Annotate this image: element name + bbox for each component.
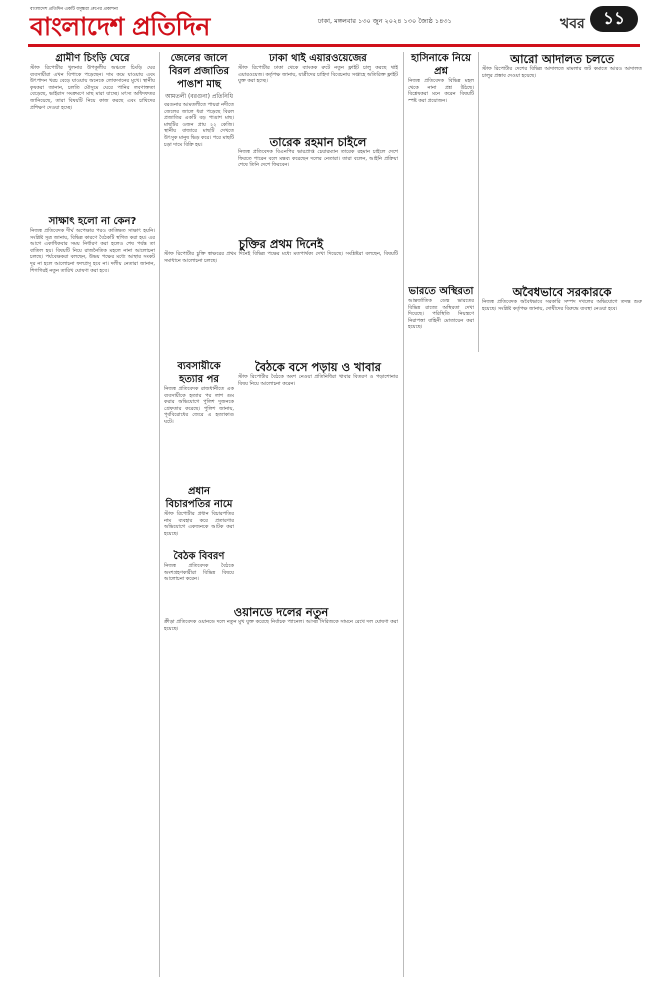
article-body: স্টাফ রিপোর্টার চুক্তি স্বাক্ষরের প্রথম দিনেই বিভিন্ন পক্ষের মধ্যে মতপার্থক্য দেখা দিয়েছে। সংশ্লিষ্টরা বলছেন, বিষয়টি সমাধানে আলোচনা চলছে। [164,251,398,264]
article-odi [164,605,398,685]
article-headline[interactable]: হাসিনাকে নিয়ে প্রশ্ন [411,53,471,77]
article-question [408,52,474,282]
article-headline[interactable]: ব্যবসায়ীকে হত্যার পর [177,361,221,385]
article-meeting [30,215,155,835]
article-tarek [238,135,398,235]
article-body: নিজস্ব প্রতিবেদক অবৈধভাবে সরকারি সম্পদ দখলের অভিযোগে তদন্ত শুরু হয়েছে। সংশ্লিষ্ট কর্তৃপক্ষ জানায়, দোষীদের বিরুদ্ধে ব্যবস্থা নেওয়া হবে। [482,299,642,312]
article-body: নিজস্ব প্রতিবেদক দীর্ঘ অপেক্ষার পরও কাঙ্ক্ষিত সাক্ষাৎ হয়নি। সংশ্লিষ্ট সূত্র জানায়, বিভিন্ন কারণে বৈঠকটি স্থগিত করা হয়। এর আগে একাধিকবার সময় নির্ধারণ করা হলেও শেষ পর্যন্ত তা বাতিল হয়। বিষয়টি নিয়ে রাজনৈতিক মহলে নানা আলোচনা চলছে। পর্যবেক্ষকরা বলছেন, উভয় পক্ষের মধ্যে আস্থার সংকট দূর না হলে আলোচনা ফলপ্রসূ হবে না। দলীয় নেতারা জানান, শিগগিরই নতুন তারিখ ঘোষণা করা হবে। [30,228,155,274]
article-body: স্টাফ রিপোর্টার ঢাকা থেকে ব্যাংকক রুটে নতুন ফ্লাইট চালু করছে থাই এয়ারওয়েজ। কর্তৃপক্ষ জানায়, যাত্রীদের চাহিদা বিবেচনায় সপ্তাহে অতিরিক্ত ফ্লাইট যুক্ত করা হচ্ছে। [238,65,398,85]
article-headline[interactable]: চুক্তির প্রথম দিনেই [238,237,324,251]
article-headline[interactable]: বৈঠকে বসে পড়ায় ও খাবার [254,360,382,374]
article-body: নিজস্ব প্রতিবেদক বৈঠকে অংশগ্রহণকারীরা বিভিন্ন বিষয়ে আলোচনা করেন। [164,563,234,583]
article-headline[interactable]: ওয়ানডে দলের নতুন [233,605,329,619]
column-divider [403,52,404,977]
article-treaty [164,237,398,357]
article-meeting-details [164,550,234,600]
article-headline[interactable]: গ্রামীণ চিংড়ি ঘেরে [55,53,130,64]
article-headline[interactable]: ঢাকা থাই এয়ারওয়েজের [269,53,367,64]
article-body: ক্রীড়া প্রতিবেদক ওয়ানডে দলে নতুন মুখ যুক্ত করেছে নির্বাচক প্যানেল। আসন্ন সিরিজকে সামনে রেখে দল ঘোষণা করা হয়েছে। [164,619,398,632]
article-businessman [164,360,234,480]
article-body: আন্তর্জাতিক ডেস্ক ভারতের বিভিন্ন রাজ্যে অস্থিরতা দেখা দিয়েছে। পরিস্থিতি নিয়ন্ত্রণে নিরাপত্তা বাহিনী মোতায়েন করা হয়েছে। [408,298,474,331]
section-name: খবর [560,16,585,32]
article-food [238,360,398,600]
article-shrimp [30,52,155,212]
article-byline: আমতলী (বরগুনা) প্রতিনিধি [165,93,233,100]
article-headline[interactable]: জেলের জালে বিরল প্রজাতির পাঙাশ মাছ [168,53,230,90]
article-headline[interactable]: বৈঠক বিবরণ [173,551,225,562]
article-headline[interactable]: ভারতে অস্থিরতা [408,286,474,297]
logo-tagline: বাংলাদেশ প্রতিদিন একটি বসুন্ধরা গ্রুপের প্রকাশনা [30,7,118,12]
article-headline[interactable]: তারেক রহমান চাইলে [269,135,367,149]
article-thai [238,52,398,132]
article-body: স্টাফ রিপোর্টার প্রধান বিচারপতির নাম ব্যবহার করে প্রতারণার অভিযোগে একজনকে আটক করা হয়েছে। [164,511,234,537]
article-illegal [482,285,642,975]
article-courts [482,52,642,282]
article-body: স্টাফ রিপোর্টার বৈঠকে অংশ নেওয়া প্রতিনিধিরা খাবার বিতরণ ও পড়াশোনার বিষয় নিয়ে আলোচনা করেন। [238,374,398,387]
article-body: নিজস্ব প্রতিবেদক বিএনপির ভারপ্রাপ্ত চেয়ারম্যান তারেক রহমান চাইলে দেশে ফিরতে পারেন বলে মন্তব্য করেছেন দলের নেতারা। তারা বলেন, আইনি প্রক্রিয়া শেষে তিনি দেশে ফিরবেন। [238,149,398,169]
page-number-badge: ১১ [590,6,638,32]
article-headline[interactable]: আরো আদালত চলতে [510,52,614,66]
article-body: স্টাফ রিপোর্টার খুলনার উপকূলীয় অঞ্চলে চিংড়ি ঘের ব্যবসায়ীরা এখন বিপাকে পড়েছেন। দাম কমে যাওয়ায় এবং উৎপাদন খরচ বেড়ে যাওয়ায় অনেকে লোকসানের মুখে। স্থানীয় কৃষকরা জানান, চলতি মৌসুমে ঘেরে পানির লবণাক্ততা বেড়েছে, ভাইরাস সংক্রমণে মাছ মারা যাচ্ছে। মৎস্য অধিদফতর জানিয়েছে, তারা বিষয়টি নিয়ে কাজ করছে এবং চাষিদের প্রশিক্ষণ দেওয়া হচ্ছে। [30,65,155,111]
dateline: ঢাকা, মঙ্গলবার ১৩০ জুন ২০২৪ ১৩০ জ্যৈষ্ঠ ১৪৩১ [318,17,452,25]
article-headline[interactable]: অবৈধভাবে সরকারকে [512,285,612,299]
article-chief-justice [164,485,234,545]
logo-text: বাংলাদেশ প্রতিদিন [30,12,210,41]
masthead-rule [28,44,640,47]
article-body: নিজস্ব প্রতিবেদক বিভিন্ন মহল থেকে নানা প্রশ্ন উঠছে। বিশ্লেষকরা মনে করেন বিষয়টি স্পষ্ট করা প্রয়োজন। [408,78,474,104]
newspaper-logo[interactable] [30,6,280,42]
article-fish [164,52,234,232]
article-india [408,285,474,425]
article-body: স্টাফ রিপোর্টার দেশের বিভিন্ন আদালতে মামলার জট কমাতে আরও আদালত চালুর প্রস্তাব দেওয়া হয়েছে। [482,66,642,79]
article-headline[interactable]: প্রধান বিচারপতির নামে [165,486,233,510]
article-headline[interactable]: সাক্ষাৎ হলো না কেন? [48,216,137,227]
column-divider [478,52,479,352]
column-divider [159,52,160,977]
article-body: বরগুনার আমতলীতে পায়রা নদীতে জেলের জালে ধরা পড়েছে বিরল প্রজাতির একটি বড় পাঙাশ মাছ। মাছটির ওজন প্রায় ২২ কেজি। স্থানীয় বাজারে মাছটি দেখতে উৎসুক মানুষ ভিড় করে। পরে মাছটি চড়া দামে বিক্রি হয়। [164,102,234,148]
article-body: নিজস্ব প্রতিবেদক রাজধানীতে এক ব্যবসায়ীকে হত্যার পর লাশ গুম করার অভিযোগে পুলিশ দুজনকে গ্রেফতার করেছে। পুলিশ জানায়, পূর্ববিরোধের জেরে এ হত্যাকাণ্ড ঘটে। [164,386,234,425]
masthead [0,0,650,46]
